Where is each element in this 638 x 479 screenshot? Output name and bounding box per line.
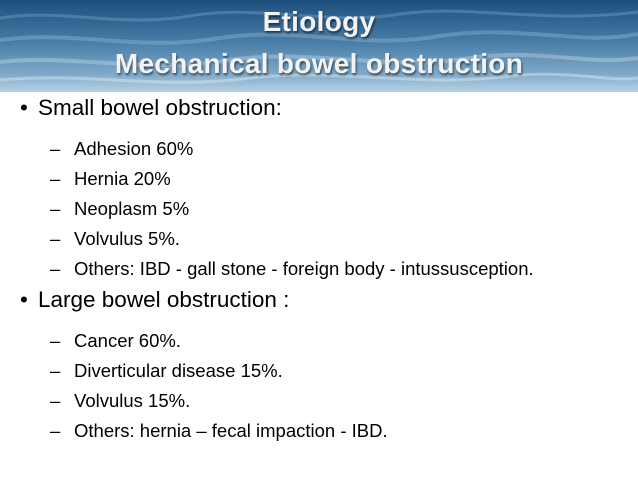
sub-item-text: Volvulus 5%.: [74, 228, 180, 249]
sub-item-text: Neoplasm 5%: [74, 198, 190, 219]
bullet-dot: •: [20, 287, 28, 312]
sub-item-text: Volvulus 15%.: [74, 390, 191, 411]
slide-content: [0, 92, 638, 479]
bullet-text: Small bowel obstruction:: [38, 95, 282, 120]
dash-marker: –: [50, 390, 61, 411]
sub-item: [50, 198, 189, 220]
sub-item-text: Cancer 60%.: [74, 330, 181, 351]
sub-item: [50, 360, 283, 382]
sub-item: [50, 168, 171, 190]
dash-marker: –: [50, 360, 61, 381]
bullet-text: Large bowel obstruction :: [38, 287, 290, 312]
dash-marker: –: [50, 420, 61, 441]
dash-marker: –: [50, 258, 61, 279]
title-block: [0, 0, 638, 92]
sub-item: [50, 390, 190, 412]
sub-item-text: Hernia 20%: [74, 168, 171, 189]
sub-item-text: Others: IBD - gall stone - foreign body - intussusception.: [74, 258, 534, 279]
dash-marker: –: [50, 168, 61, 189]
sub-item: [50, 258, 534, 280]
sub-item-text: Diverticular disease 15%.: [74, 360, 283, 381]
dash-marker: –: [50, 228, 61, 249]
sub-item-text: Others: hernia – fecal impaction - IBD.: [74, 420, 388, 441]
sub-item: [50, 420, 388, 442]
header-banner: [0, 0, 638, 92]
sub-item-text: Adhesion 60%: [74, 138, 194, 159]
title-line-1: Etiology: [262, 6, 376, 37]
dash-marker: –: [50, 330, 61, 351]
sub-item: [50, 330, 181, 352]
bullet-large-bowel: [20, 287, 289, 313]
dash-marker: –: [50, 138, 61, 159]
sub-item: [50, 138, 193, 160]
dash-marker: –: [50, 198, 61, 219]
bullet-dot: •: [20, 95, 28, 120]
title-line-2: Mechanical bowel obstruction: [114, 48, 524, 79]
sub-item: [50, 228, 180, 250]
bullet-small-bowel: [20, 95, 282, 121]
